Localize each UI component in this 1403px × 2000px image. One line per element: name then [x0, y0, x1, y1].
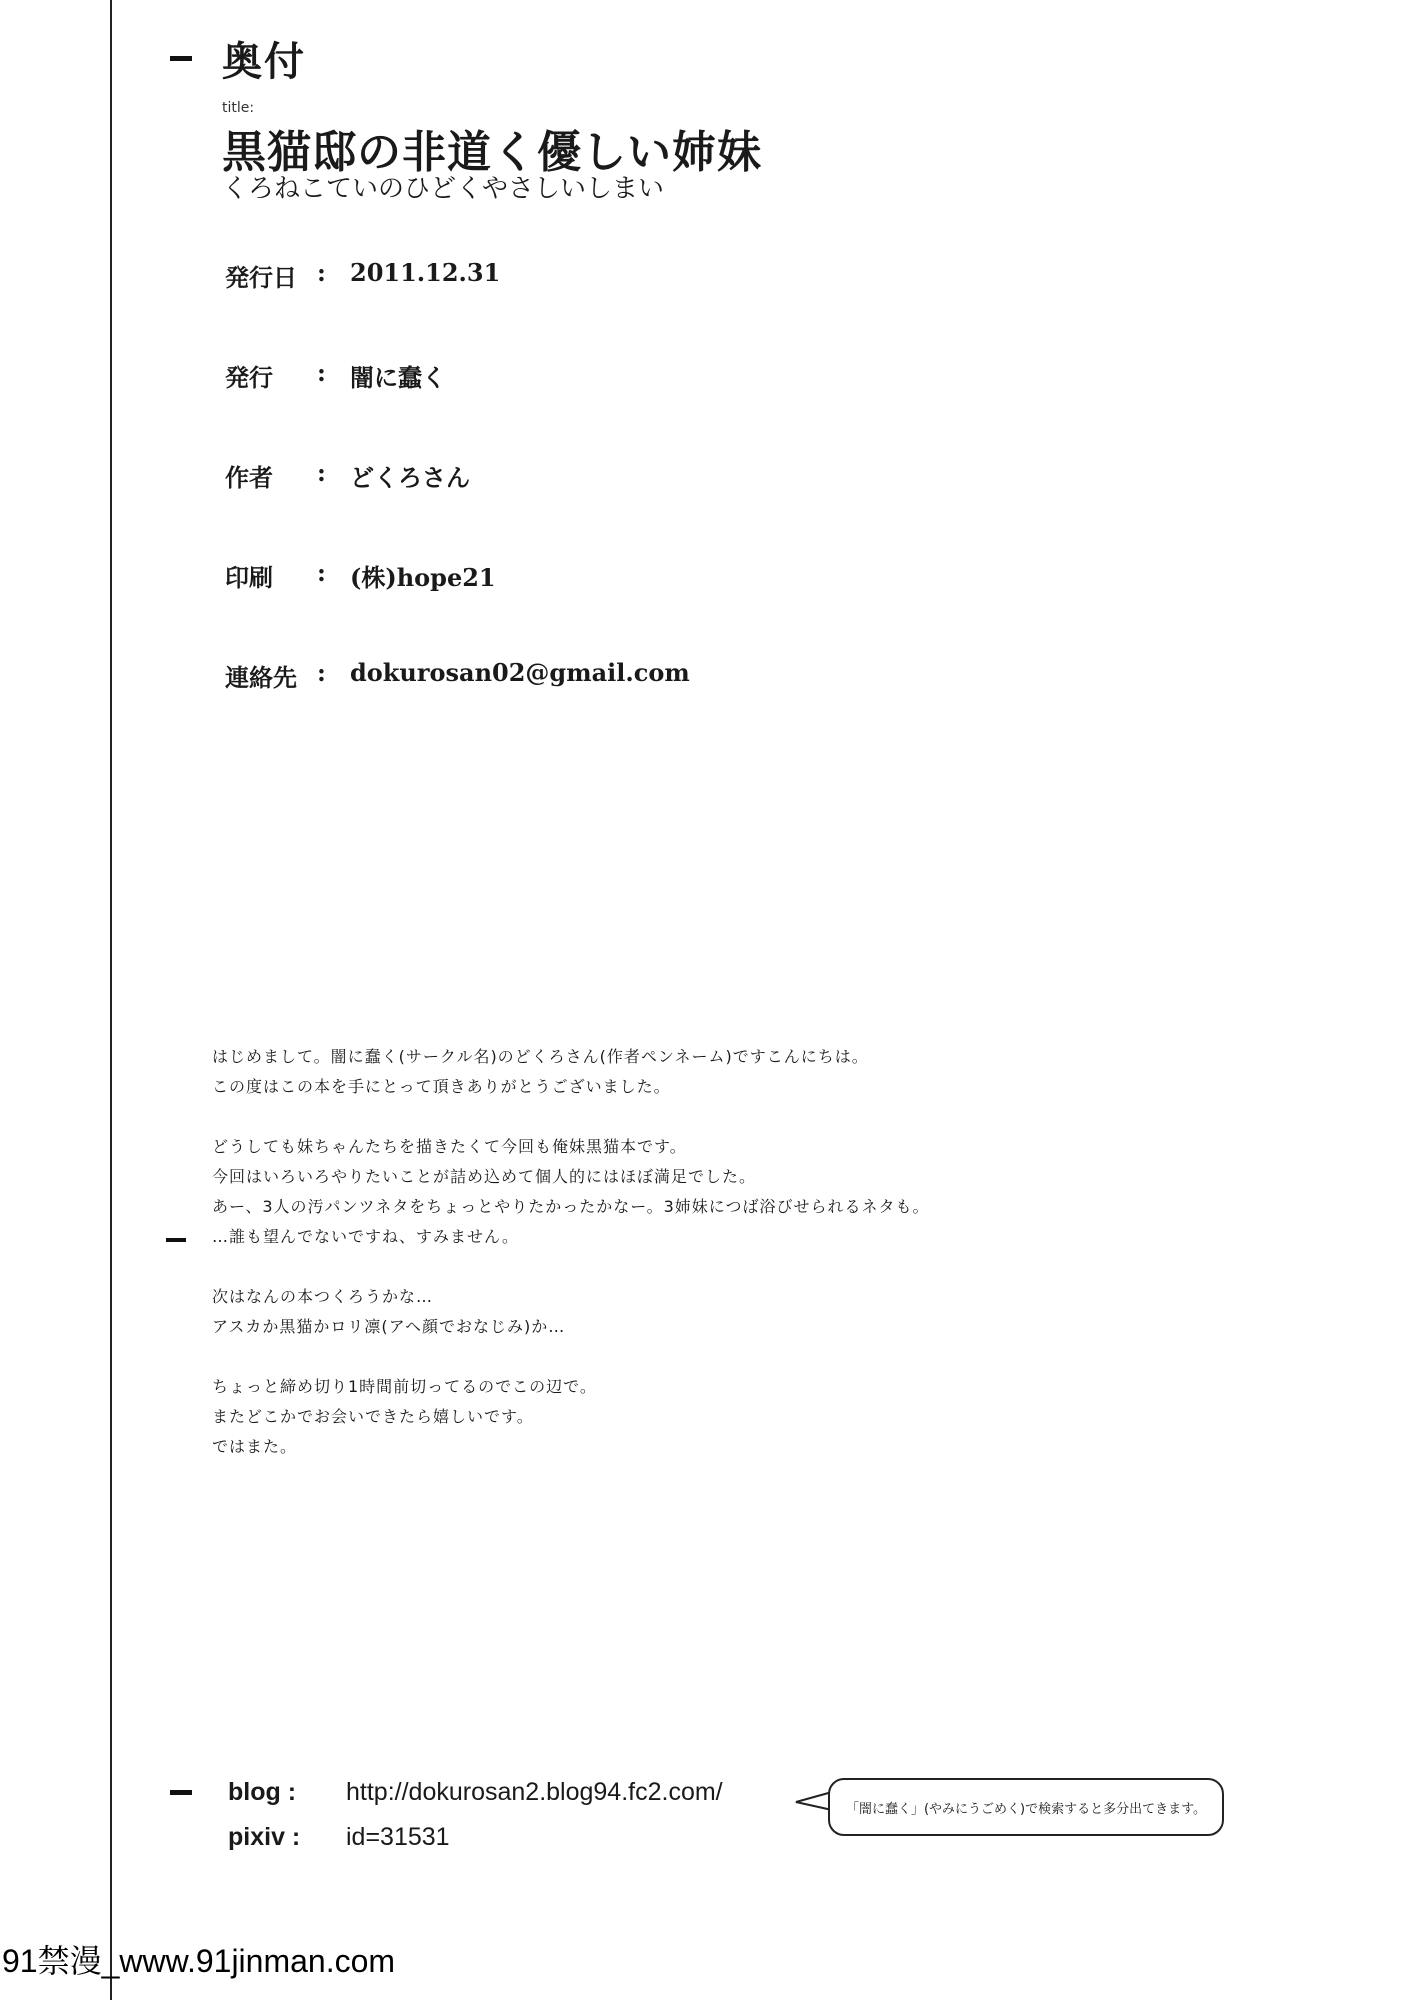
- heading-dash: [170, 56, 192, 61]
- message-line: …誰も望んでないですね、すみません。: [212, 1227, 519, 1246]
- links-dash: [170, 1790, 192, 1795]
- message-gap: [212, 1252, 929, 1282]
- colophon-value: 2011.12.31: [350, 258, 501, 287]
- colophon-value: 闇に蠢く: [350, 363, 446, 392]
- afterword-message: [212, 1042, 929, 1462]
- title-label: title:: [222, 100, 255, 116]
- message-line: ちょっと締め切り1時間前切ってるのでこの辺で。: [212, 1377, 597, 1396]
- message-line: またどこかでお会いできたら嬉しいです。: [212, 1407, 534, 1426]
- pixiv-id: id=31531: [346, 1823, 450, 1851]
- message-line: この度はこの本を手にとって頂きありがとうございました。: [212, 1077, 671, 1096]
- colophon-label: 印刷: [225, 564, 273, 592]
- message-line: ではまた。: [212, 1437, 298, 1456]
- message-line: あー、3人の汚パンツネタをちょっとやりたかったかなー。3姉妹につば浴びせられるネタも。: [212, 1197, 930, 1216]
- watermark: 91禁漫_www.91jinman.com: [2, 1943, 396, 1979]
- speech-bubble: 「闇に蠢く」(やみにうごめく)で検索すると多分出てきます。: [828, 1778, 1224, 1836]
- colophon-separator: :: [317, 558, 326, 587]
- colophon-separator: :: [317, 358, 326, 387]
- message-line: 今回はいろいろやりたいことが詰め込めて個人的にはほぼ満足でした。: [212, 1167, 757, 1186]
- margin-line: [110, 0, 112, 2000]
- message-gap: [212, 1102, 929, 1132]
- blog-label: blog :: [228, 1778, 297, 1806]
- colophon-value: (株)hope21: [350, 563, 496, 592]
- colophon-separator: :: [317, 658, 326, 687]
- title-reading: くろねこていのひどくやさしいしまい: [222, 174, 665, 204]
- colophon-label: 発行: [225, 364, 273, 392]
- message-line: どうしても妹ちゃんたちを描きたくて今回も俺妹黒猫本です。: [212, 1137, 687, 1156]
- message-gap: [212, 1342, 929, 1372]
- book-title: 黒猫邸の非道く優しい姉妹: [222, 127, 762, 178]
- pixiv-label: pixiv :: [228, 1823, 301, 1851]
- colophon-label: 発行日: [225, 264, 297, 292]
- colophon-label: 作者: [225, 464, 273, 492]
- colophon-value: dokurosan02@gmail.com: [350, 658, 690, 687]
- message-line: 次はなんの本つくろうかな…: [212, 1287, 434, 1306]
- colophon-separator: :: [317, 258, 326, 287]
- blog-url: http://dokurosan2.blog94.fc2.com/: [346, 1778, 723, 1806]
- colophon-label: 連絡先: [225, 664, 297, 692]
- message-line: アスカか黒猫かロリ凛(アヘ顔でおなじみ)か…: [212, 1317, 566, 1336]
- colophon-value: どくろさん: [350, 463, 470, 492]
- message-dash: [166, 1238, 186, 1242]
- page-heading: 奥付: [222, 39, 306, 85]
- message-line: はじめまして。闇に蠢く(サークル名)のどくろさん(作者ペンネーム)ですこんにちは。: [212, 1047, 869, 1066]
- colophon-separator: :: [317, 458, 326, 487]
